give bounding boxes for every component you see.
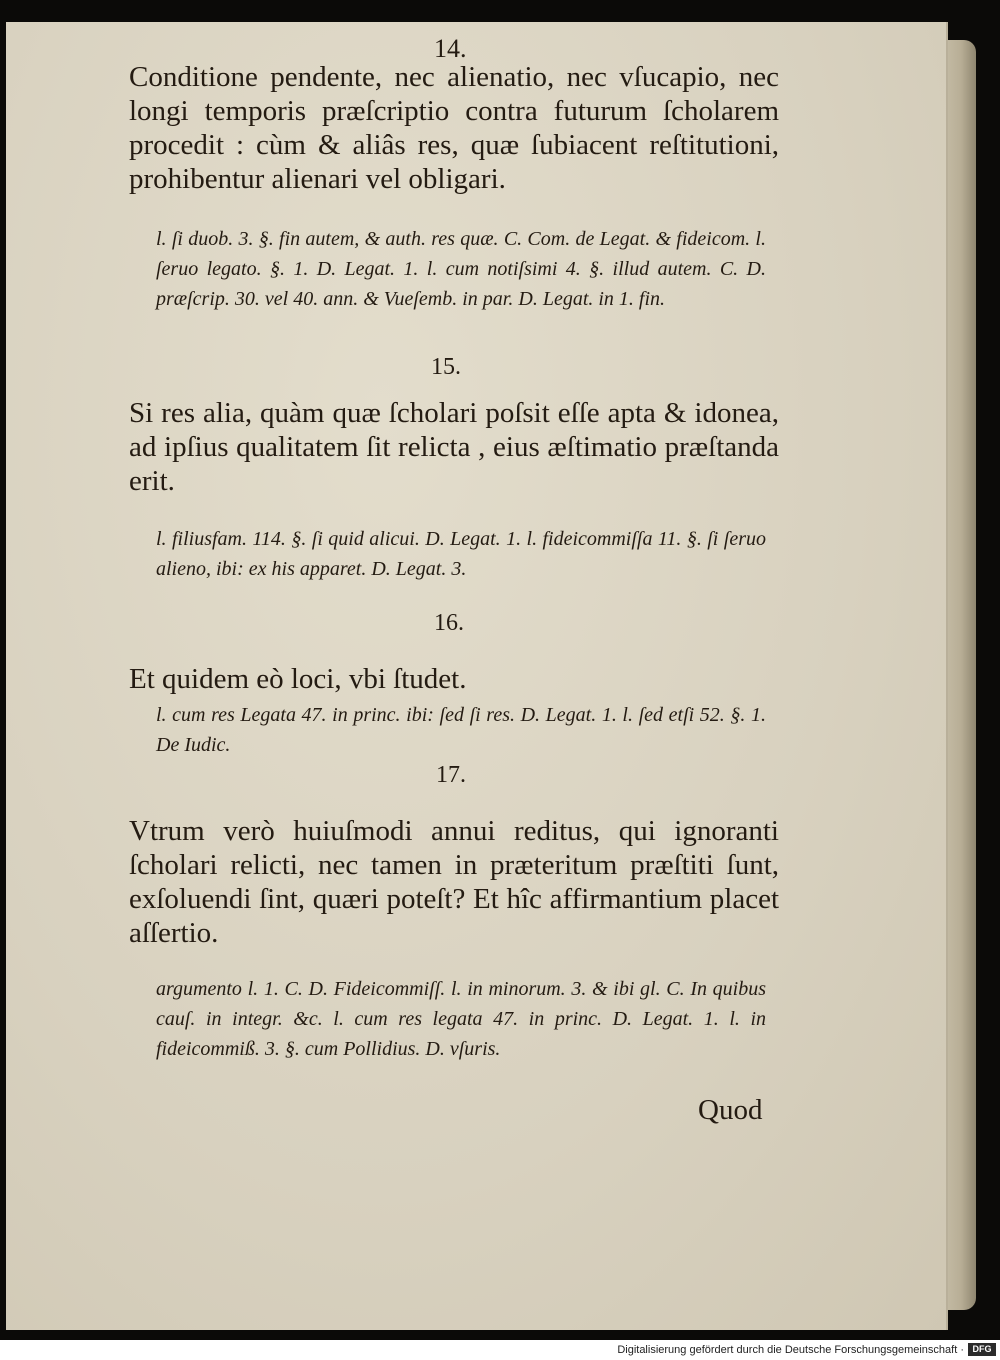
footer-bar: [0, 1340, 1000, 1360]
footer-credit: Digitalisierung gefördert durch die Deutsche Forschungsgemeinschaft ·: [617, 1344, 964, 1356]
catchword: Quod: [698, 1094, 763, 1126]
section-text: Conditione pendente, nec alienatio, nec vſucapio, nec longi temporis præſcriptio contra futurum ſcholarem procedit : cùm & aliâs res, quæ ſubiacent reſtitutioni, prohibentur alienari vel obligari.: [129, 61, 779, 195]
section-citation: l. filiusfam. 114. §. ſi quid alicui. D. Legat. 1. l. fideicommiſſa 11. §. ſi ſeruo alieno, ibi: ex his apparet. D. Legat. 3.: [156, 528, 766, 580]
section-text: Et quidem eò loci, vbi ſtudet.: [129, 663, 467, 695]
section-citation: l. ſi duob. 3. §. fin autem, & auth. res quæ. C. Com. de Legat. & fideicom. l. ſeruo legato. §. 1. D. Legat. 1. l. cum notiſsimi 4. §. illud autem. C. D. præſcrip. 30. vel 40. ann. & Vueſemb. in par. D. Legat. in 1. fin.: [156, 228, 766, 310]
section-number: 15.: [431, 354, 461, 380]
section-citation: argumento l. 1. C. D. Fideicommiſſ. l. in minorum. 3. & ibi gl. C. In quibus cauſ. in integr. &c. l. cum res legata 47. in princ. D. Legat. 1. l. in fideicommiß. 3. §. cum Pollidius. D. vſuris.: [156, 978, 766, 1060]
section-text: Vtrum verò huiuſmodi annui reditus, qui ignoranti ſcholari relicti, nec tamen in præteritum præſtiti ſunt, exſoluendi ſint, quæri poteſt? Et hîc affirmantium placet aſſertio.: [129, 815, 779, 949]
section-citation: l. cum res Legata 47. in princ. ibi: ſed ſi res. D. Legat. 1. l. ſed etſi 52. §. 1. De Iudic.: [156, 704, 766, 756]
section-text: Si res alia, quàm quæ ſcholari poſsit eſſe apta & idonea, ad ipſius qualitatem ſit relicta , eius æſtimatio præſtanda erit.: [129, 397, 779, 497]
book-page: [6, 22, 948, 1330]
dfg-logo: DFG: [968, 1343, 996, 1356]
page-number: 14.: [434, 34, 467, 63]
section-number: 17.: [436, 762, 466, 788]
section-number: 16.: [434, 610, 464, 636]
page-text: [6, 22, 946, 1330]
